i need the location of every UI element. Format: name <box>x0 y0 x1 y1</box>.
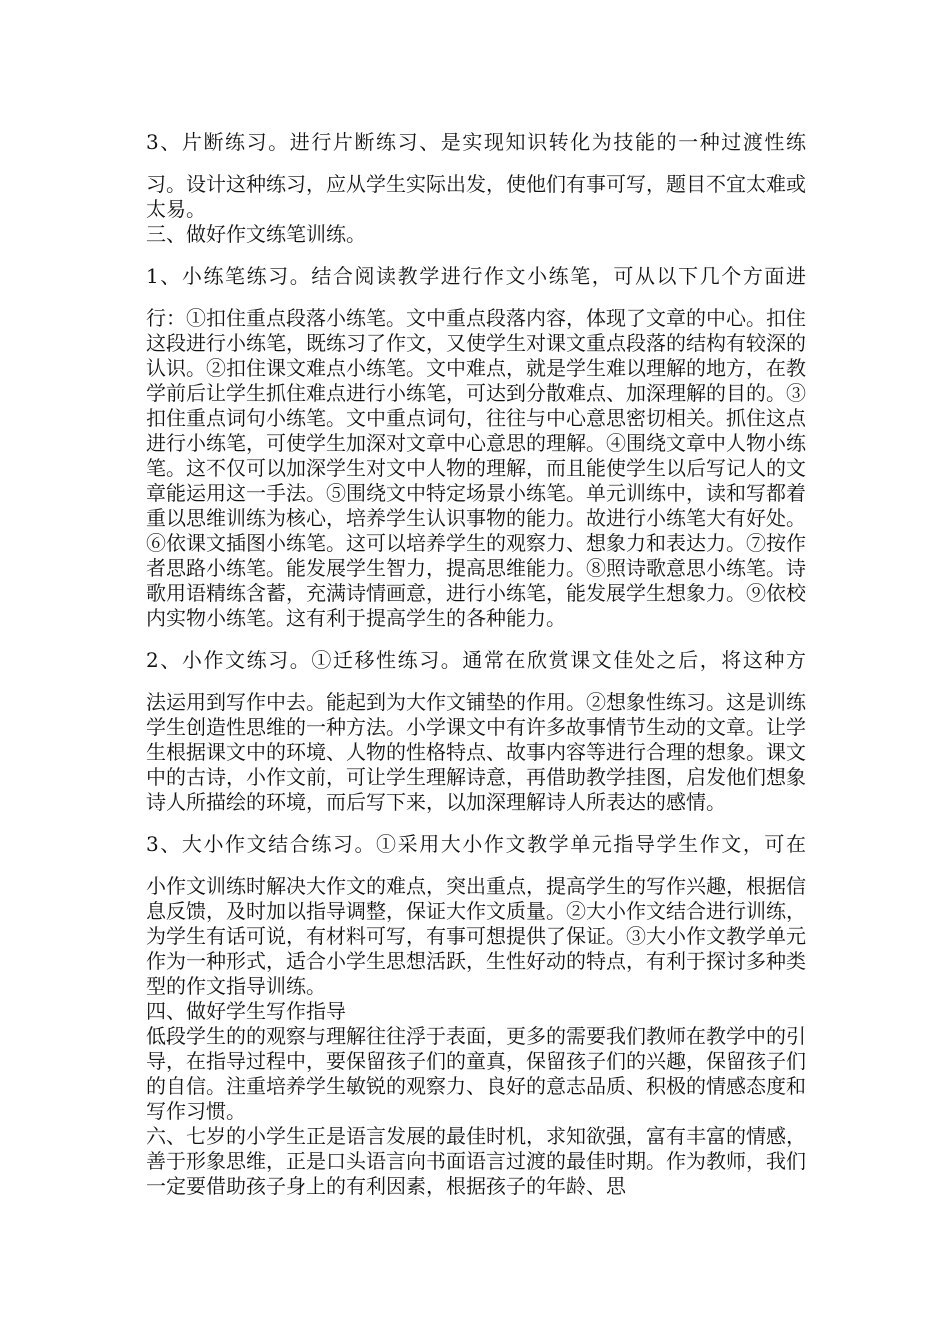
paragraph-small-writing <box>146 264 806 631</box>
document-body <box>146 130 806 1199</box>
paragraph-language-development: 六、七岁的小学生正是语言发展的最佳时机，求知欲强，富有丰富的情感，善于形象思维，正是口头语言向书面语言过渡的最佳时期。作为教师，我们一定要借助孩子身上的有利因素，根据孩子的年龄、思 <box>146 1124 806 1198</box>
paragraph-fragment-practice <box>146 130 806 222</box>
paragraph-combined-composition <box>146 832 806 999</box>
paragraph-lead-line: 3、片断练习。进行片断练习、是实现知识转化为技能的一种过渡性练 <box>146 130 806 154</box>
paragraph-text: 法运用到写作中去。能起到为大作文铺垫的作用。②想象性练习。这是训练学生创造性思维的一种方法。小学课文中有许多故事情节生动的文章。让学生根据课文中的环境、人物的性格特点、故事内容等进行合理的想象。课文中的古诗，小作文前，可让学生理解诗意，再借助教学挂图，启发他们想象诗人所描绘的环境，而后写下来，以加深理解诗人所表达的感情。 <box>146 690 806 814</box>
paragraph-lead-line: 3、大小作文结合练习。①采用大小作文教学单元指导学生作文，可在 <box>146 832 806 856</box>
paragraph-text: 小作文训练时解决大作文的难点，突出重点，提高学生的写作兴趣，根据信息反馈，及时加以指导调整，保证大作文质量。②大小作文结合进行训练，为学生有话可说，有材料可写，有事可想提供了保证。③大小作文教学单元作为一种形式，适合小学生思想活跃，生性好动的特点，有利于探讨多种类型的作文指导训练。 <box>146 874 806 998</box>
section-heading-4: 四、做好学生写作指导 <box>146 999 346 1023</box>
paragraph-lead-line: 2、小作文练习。①迁移性练习。通常在欣赏课文佳处之后，将这种方 <box>146 648 806 672</box>
paragraph-lead-line: 1、小练笔练习。结合阅读教学进行作文小练笔，可从以下几个方面进 <box>146 264 806 288</box>
paragraph-text: 行：①扣住重点段落小练笔。文中重点段落内容，体现了文章的中心。扣住这段进行小练笔，既练习了作文，又使学生对课文重点段落的结构有较深的认识。②扣住课文难点小练笔。文中难点，就是学生难以理解的地方，在教学前后让学生抓住难点进行小练笔，可达到分散难点、加深理解的目的。③扣住重点词句小练笔。文中重点词句，往往与中心意思密切相关。抓住这点进行小练笔，可使学生加深对文章中心意思的理解。④围绕文章中人物小练笔。这不仅可以加深学生对文中人物的理解，而且能使学生以后写记人的文章能运用这一手法。⑤围绕文中特定场景小练笔。单元训练中，读和写都着重以思维训练为核心，培养学生认识事物的能力。故进行小练笔大有好处。⑥依课文插图小练笔。这可以培养学生的观察力、想象力和表达力。⑦按作者思路小练笔。能发展学生智力，提高思维能力。⑧照诗歌意思小练笔。诗歌用语精练含蓄，充满诗情画意，进行小练笔，能发展学生想象力。⑨依校内实物小练笔。这有利于提高学生的各种能力。 <box>146 306 806 630</box>
paragraph-writing-guidance: 低段学生的的观察与理解往往浮于表面，更多的需要我们教师在教学中的引导，在指导过程中，要保留孩子们的童真，保留孩子们的兴趣，保留孩子们的自信。注重培养学生敏锐的观察力、良好的意志品质、积极的情感态度和写作习惯。 <box>146 1024 806 1123</box>
paragraph-text: 习。设计这种练习，应从学生实际出发，使他们有事可写，题目不宜太难或太易。 <box>146 172 806 221</box>
section-heading-3: 三、做好作文练笔训练。 <box>146 222 366 246</box>
paragraph-short-composition <box>146 648 806 815</box>
